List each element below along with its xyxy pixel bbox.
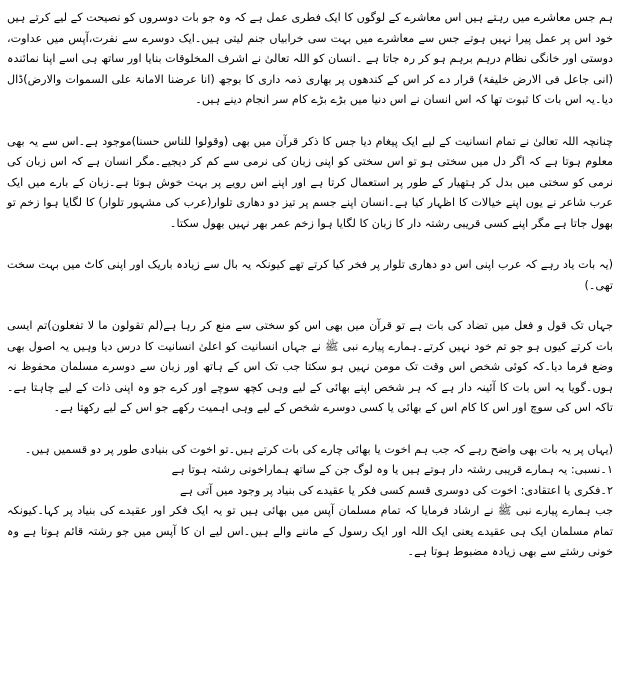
paragraph-spacer	[7, 419, 613, 440]
list-item-ideological: ۲۔فکری یا اعتقادی: اخوت کی دوسری قسم کسی فکر یا عقیدے کی بنیاد پر وجود میں آتی ہے	[180, 483, 613, 497]
paragraph-note: (یہ بات یاد رہے کہ عرب اپنی اس دو دھاری تلوار پر فخر کیا کرتے تھے کیونکہ یہ بال سے زیادہ باریک اور اپنی کاٹ میں بہت سخت تھی۔)	[7, 258, 613, 292]
paragraph-spacer	[7, 296, 613, 316]
list-intro: (یہاں پر یہ بات بھی واضح رہے کہ جب ہم اخوت یا بھائی چارے کی بات کرتے ہیں۔تو اخوت کی بنیادی طور پر دو قسمیں ہیں۔	[24, 442, 613, 456]
paragraph-spacer	[7, 234, 613, 255]
paragraph-intro: ہم جس معاشرے میں رہتے ہیں اس معاشرے کے لوگوں کا ایک فطری عمل ہے کہ وہ جو بات دوسروں کو نصیحت کے لیے کرتے ہیں خود اس پر عمل پیرا نہیں ہوتے جس سے معاشرے میں بہت سی خرابیاں جنم لیتی ہیں۔ایک دوسرے سے نفرت،آپس میں عداوت، دوستی اور خانگی نظام درہم برہم ہو کر رہ جاتا ہے ۔انسان کو اللہ تعالیٰ نے اشرف المخلوقات بنایا اور ساتھ ہی اسے اپنا نمائندہ (انی جاعل فی الارض خلیفۃ) قرار دے کر اس کے کندھوں پر بھاری ذمہ داری کا بوجھ (انا عرضنا الامانۃ علی السموات والارض)ڈال دیا۔یہ اس بات کا ثبوت تھا کہ اس انسان نے اس دنیا میں بڑے بڑے کام سر انجام دینے ہیں۔	[7, 11, 613, 106]
paragraph-message: چنانچہ اللہ تعالیٰ نے تمام انسانیت کے لیے ایک پیغام دیا جس کا ذکر قرآن میں بھی (وقولوا للناس حسنا)موجود ہے۔اس سے یہ بھی معلوم ہوتا ہے کہ اگر دل میں سختی ہو تو اس سختی کو اپنی زبان کی نرمی سے کم کر دیجیے۔مگر انسان ہے کہ اس زبان کی نرمی کو سختی میں بدل کر ہتھیار کے طور پر استعمال کرتا ہے اور اپنے اس رویے پر بہت خوش ہوتا ہے۔زبان کے بارے میں ایک عرب شاعر نے یوں اپنے خیالات کا اظہار کیا ہے۔انسان اپنے جسم پر تیز دو دھاری تلوار(عرب کی مشہور تلوار) کا لگایا ہوا زخم تو بھول جاتا ہے مگر اپنے کسی قریبی رشتہ دار کا زبان کا لگایا ہوا زخم عمر بھر نہیں بھول سکتا۔	[7, 134, 613, 230]
paragraph-word-deed: جہاں تک قول و فعل میں تضاد کی بات ہے تو قرآن میں بھی اس کو سختی سے منع کر رہا ہے(لم تقولون ما لا تفعلون)تم ایسی بات کرتے کیوں ہو جو تم خود نہیں کرتے۔ہمارے پیارے نبی ﷺ نے جہاں انسانیت کو اعلیٰ انسانیت کا درس دیا وہیں یہ اصول بھی وضع فرما دیا۔کہ کوئی شخص اس وقت تک مومن نہیں ہو سکتا جب تک اس کے ہاتھ اور زبان سے دوسرے مسلمان محفوظ نہ ہوں۔گویا یہ اس بات کا آئینہ دار ہے کہ ہر شخص اپنے بھائی کے لیے وہی کچھ سوچے اور کرے جو وہ اپنی ذات کے لیے چاہتا ہے۔تاکہ اس کی سوچ اور اس کا کام اس کے بھائی یا کسی دوسرے شخص کے لیے وہی اہمیت رکھے جو اس کے لیے رکھتا ہے۔	[7, 319, 613, 414]
paragraph-spacer	[7, 111, 613, 132]
paragraph-closing: جب ہمارے پیارے نبی ﷺ نے ارشاد فرمایا کہ تمام مسلمان آپس میں بھائی ہیں تو یہ ایک فکر اور عقیدے کی بنیاد پر کہا۔کیونکہ تمام مسلمان ایک ہی عقیدے یعنی ایک اللہ اور ایک رسول کے ماننے والے ہیں۔اس لیے ان کا آپس میں جو رشتہ قائم ہوتا ہے وہ خونی رشتے سے بھی زیادہ مضبوط ہوتا ہے۔	[7, 504, 613, 558]
list-item-kinship: ۱۔نسبی: یہ ہمارے قریبی رشتہ دار ہوتے ہیں یا وہ لوگ جن کے ساتھ ہماراخونی رشتہ ہوتا ہے	[171, 463, 613, 476]
